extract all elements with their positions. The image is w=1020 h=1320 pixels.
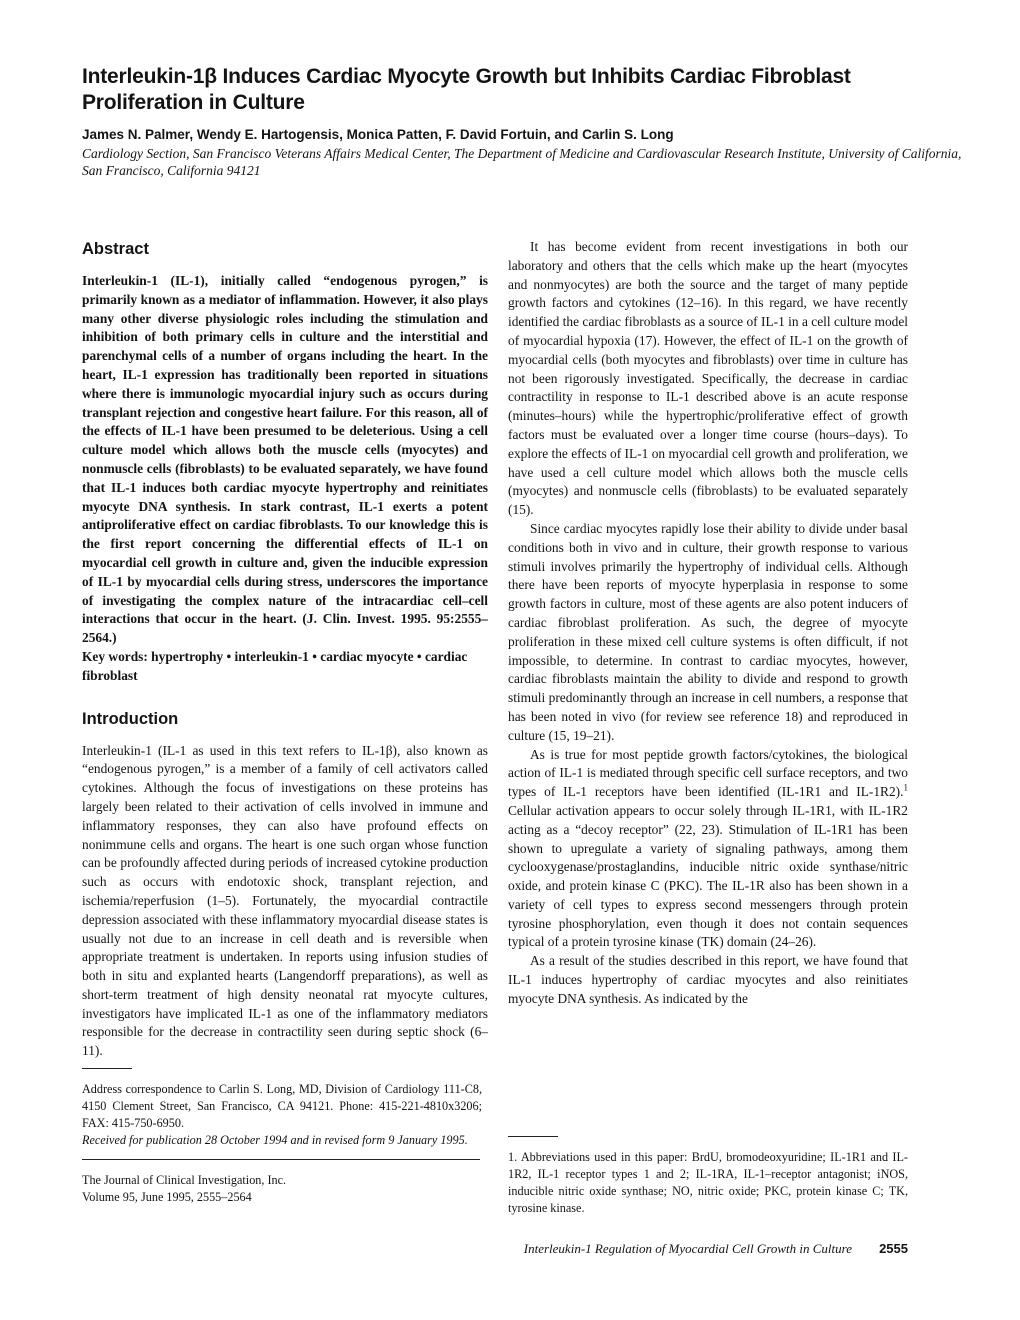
right-column: [508, 238, 908, 1009]
received-note: Received for publication 28 October 1994 and in revised form 9 January 1995.: [82, 1133, 468, 1147]
intro-paragraph-5: As a result of the studies described in this report, we have found that IL-1 induces hypertrophy of cardiac myocytes and also reinitiates myocyte DNA synthesis. As indicated by the: [508, 953, 908, 1006]
keywords: Key words: hypertrophy • interleukin-1 • cardiac myocyte • cardiac fibroblast: [82, 648, 468, 683]
article-title: Interleukin-1β Induces Cardiac Myocyte Growth but Inhibits Cardiac Fibroblast Proliferation in Culture: [82, 65, 851, 114]
journal-rule: [82, 1159, 480, 1160]
intro-paragraph-4b: Cellular activation appears to occur solely through IL-1R1, with IL-1R2 acting as a “decoy receptor” (22, 23). Stimulation of IL-1R1 has been shown to upregulate a variety of signaling pathways, among them cyclooxygenase/prostaglandins, inducible nitric oxide synthase/nitric oxide, and protein kinase C (PKC). The IL-1R also has been shown in a variety of cell types to express second messengers through protein tyrosine phosphorylation, even though it does not contain sequences typical of a protein tyrosine kinase (TK) domain (24–26).: [508, 802, 908, 950]
intro-paragraph-3: Since cardiac myocytes rapidly lose their ability to divide under basal conditions both in vivo and in culture, their growth response to various stimuli involves primarily the hypertrophy of individual cells. Although there have been reports of myocyte hyperplasia in response to some growth factors in culture, most of these agents are also potent inducers of cardiac fibroblast proliferation. As such, the degree of myocyte proliferation in these mixed cell culture systems is often difficult, if not impossible, to determine. In contrast to cardiac myocytes, however, cardiac fibroblasts maintain the ability to divide and respond to growth stimuli predominantly through an increase in cell numbers, a response that has been noted in vivo (for review see reference 18) and reproduced in culture (15, 19–21).: [508, 520, 908, 743]
abstract-citation: (J. Clin. Invest. 1995. 95:2555–2564.): [82, 611, 488, 646]
left-footnotes: [82, 1068, 482, 1206]
abstract-heading: Abstract: [82, 240, 149, 258]
right-footnotes: [508, 1136, 908, 1217]
author-affiliation: Cardiology Section, San Francisco Veterans Affairs Medical Center, The Department of Medicine and Cardiovascular Research Institute, University of California, San Francisco, California 94121: [82, 146, 962, 178]
running-title: Interleukin-1 Regulation of Myocardial Cell Growth in Culture: [523, 1241, 852, 1256]
abbreviations-note: 1. Abbreviations used in this paper: BrdU, bromodeoxyuridine; IL-1R1 and IL-1R2, IL-1 receptor types 1 and 2; IL-1RA, IL-1–receptor antagonist; iNOS, inducible nitric oxide synthase; NO, nitric oxide; PKC, protein kinase C; TK, tyrosine kinase.: [508, 1150, 908, 1215]
author-list: James N. Palmer, Wendy E. Hartogensis, Monica Patten, F. David Fortuin, and Carlin S. Long: [82, 127, 674, 142]
page-number: 2555: [879, 1241, 908, 1256]
footnote-rule-right: [508, 1136, 558, 1137]
abstract-body: Interleukin-1 (IL-1), initially called “endogenous pyrogen,” is primarily known as a mediator of inflammation. However, it also plays many other diverse physiologic roles including the stimulation and inhibition of both primary cells in culture and the interstitial and parenchymal cells of a number of organs including the heart. In the heart, IL-1 expression has traditionally been reported in situations where there is immunologic myocardial injury such as occurs during transplant rejection and congestive heart failure. For this reason, all of the effects of IL-1 have been presumed to be deleterious. Using a cell culture model which allows both the muscle cells (myocytes) and nonmuscle cells (fibroblasts) to be evaluated separately, we have found that IL-1 induces both cardiac myocyte hypertrophy and reinitiates myocyte DNA synthesis. In stark contrast, IL-1 exerts a potent antiproliferative effect on cardiac fibroblasts. To our knowledge this is the first report concerning the differential effects of IL-1 on myocardial cell growth in culture and, given the inducible expression of IL-1 by myocardial cells during stress, underscores the importance of investigating the complex nature of the intracardiac cell–cell interactions that occur in the heart.: [82, 273, 488, 627]
intro-paragraph-4: [508, 746, 908, 953]
left-column: [82, 238, 488, 1061]
journal-volume: Volume 95, June 1995, 2555–2564: [82, 1190, 252, 1204]
correspondence-note: Address correspondence to Carlin S. Long, MD, Division of Cardiology 111-C8, 4150 Clement Street, San Francisco, CA 94121. Phone: 415-221-4810x3206; FAX: 415-750-6950.: [82, 1082, 482, 1130]
footnote-marker: 1: [903, 782, 908, 793]
journal-name: The Journal of Clinical Investigation, Inc.: [82, 1173, 287, 1187]
introduction-heading: Introduction: [82, 709, 179, 728]
intro-paragraph-1: Interleukin-1 (IL-1 as used in this text refers to IL-1β), also known as “endogenous pyrogen,” is a member of a family of cell activators called cytokines. Although the focus of investigations on these proteins has largely been related to their activation of cells involved in immune and inflammatory responses, they can also have profound effects on nonimmune cells and organs. The heart is one such organ whose function can be profoundly affected during periods of increased cytokine production such as occurs with endotoxic shock, transplant rejection, and ischemia/reperfusion (1–5). Fortunately, the myocardial contractile depression associated with these inflammatory myocardial disease states is usually not due to an increase in cell death and is reversible when appropriate treatment is undertaken. In reports using infusion studies of both in situ and explanted hearts (Langendorff preparations), as well as short-term treatment of high density neonatal rat myocyte cultures, investigators have implicated IL-1 as one of the inflammatory mediators responsible for the decrease in contractility seen during septic shock (6–11).: [82, 742, 488, 1059]
footnote-rule: [82, 1068, 132, 1069]
abstract-text: [82, 272, 488, 648]
intro-paragraph-4a: As is true for most peptide growth factors/cytokines, the biological action of IL-1 is mediated through specific cell surface receptors, and two types of IL-1 receptors have been identified (IL-1R1 and IL-1R2).: [508, 746, 908, 800]
intro-paragraph-2: It has become evident from recent investigations in both our laboratory and others that the cells which make up the heart (myocytes and nonmyocytes) are both the source and the target of many peptide growth factors and cytokines (12–16). In this regard, we have recently identified the cardiac fibroblasts as a source of IL-1 in a cell culture model of myocardial hypoxia (17). However, the effect of IL-1 on the growth of myocardial cells (both myocytes and fibroblasts) over time in culture has not been rigorously investigated. Specifically, the decrease in cardiac contractility in response to IL-1 described above is an acute response (minutes–hours) while the hypertrophic/proliferative effect of growth factors must be evaluated over a longer time course (hours–days). To explore the effects of IL-1 on myocardial cell growth and proliferation, we have used a cell culture model which allows both the muscle cells (myocytes) and nonmuscle cells (fibroblasts) to be evaluated separately (15).: [508, 239, 908, 518]
